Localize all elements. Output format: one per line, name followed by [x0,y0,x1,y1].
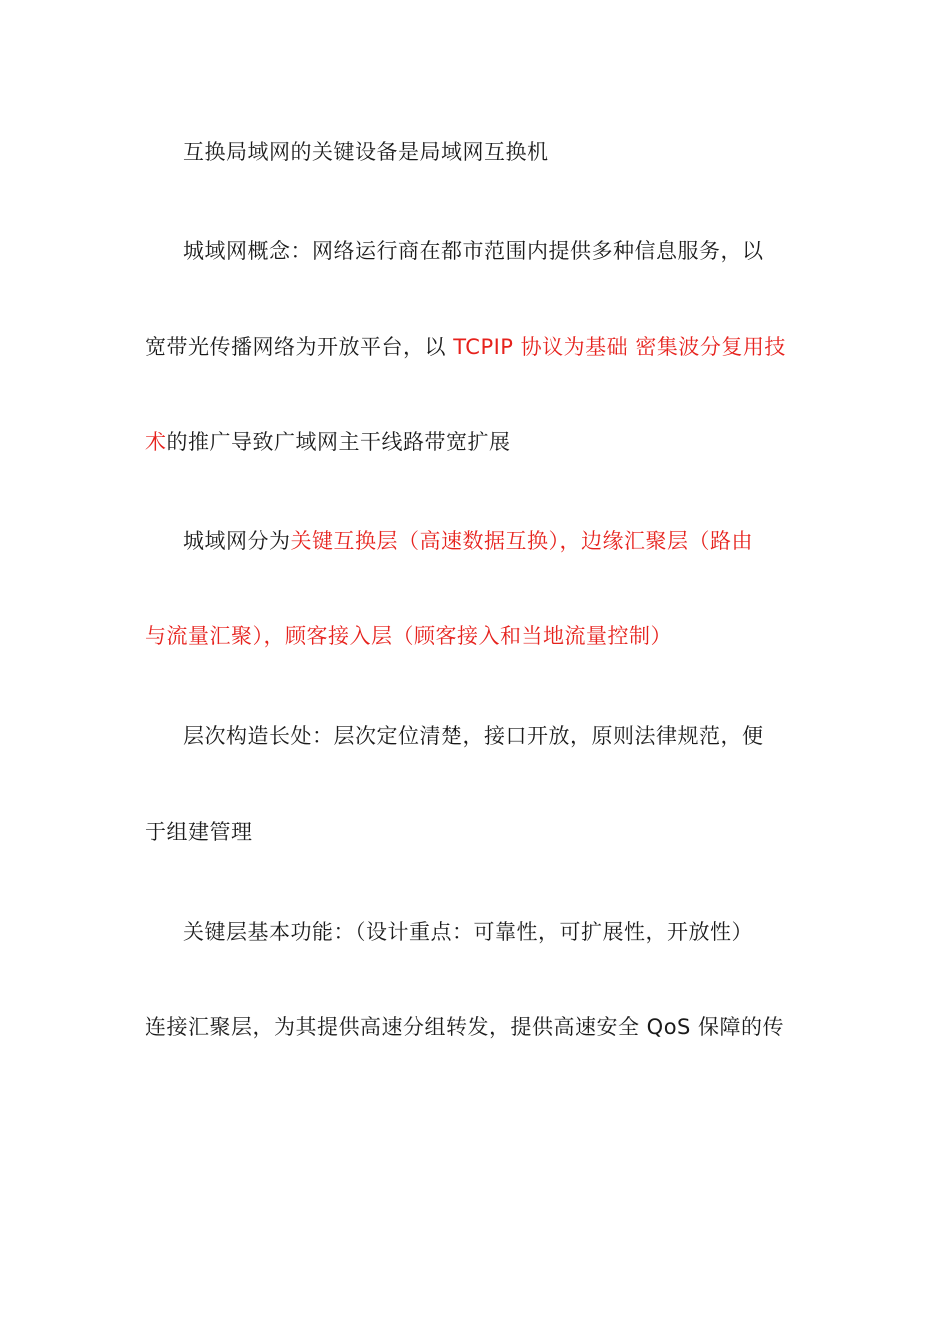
paragraph-line-3 [145,333,825,361]
paragraph-line-6 [145,622,825,650]
text-segment: 于组建管理 [145,820,253,844]
paragraph-line-2 [183,237,863,265]
paragraph-line-8 [145,818,825,846]
paragraph-line-10 [145,1013,825,1041]
highlight-text: 与流量汇聚） [145,624,264,648]
paragraph-line-7 [183,722,863,750]
highlight-text: ， [263,624,285,648]
text-segment: 城域网分为 [183,529,291,553]
paragraph-line-1 [183,138,863,166]
highlight-text: TCPIP 协议为基础 密集波分复用技 [453,335,786,359]
highlight-text: 边缘汇聚层（路由 [581,529,753,553]
text-segment: 的推广导致广域网主干线路带宽扩展 [166,430,511,454]
paragraph-line-4 [145,428,825,456]
text-segment: 城域网概念：网络运行商在都市范围内提供多种信息服务，以 [183,239,764,263]
paragraph-line-9 [183,918,863,946]
text-segment: 互换局域网的关键设备是局域网互换机 [183,140,549,164]
text-segment: 连接汇聚层，为其提供高速分组转发，提供高速安全 QoS 保障的传 [145,1015,785,1039]
highlight-text: 关键互换层（高速数据互换） [290,529,560,553]
paragraph-line-5 [183,527,863,555]
highlight-text: 顾客接入层（顾客接入和当地流量控制） [285,624,672,648]
text-segment: 宽带光传播网络为开放平台，以 [145,335,454,359]
text-segment: 层次构造长处：层次定位清楚，接口开放，原则法律规范，便 [183,724,764,748]
highlight-text: ， [559,529,581,553]
highlight-text: 术 [145,430,167,454]
text-segment: 关键层基本功能：（设计重点：可靠性，可扩展性，开放性） [183,920,753,944]
